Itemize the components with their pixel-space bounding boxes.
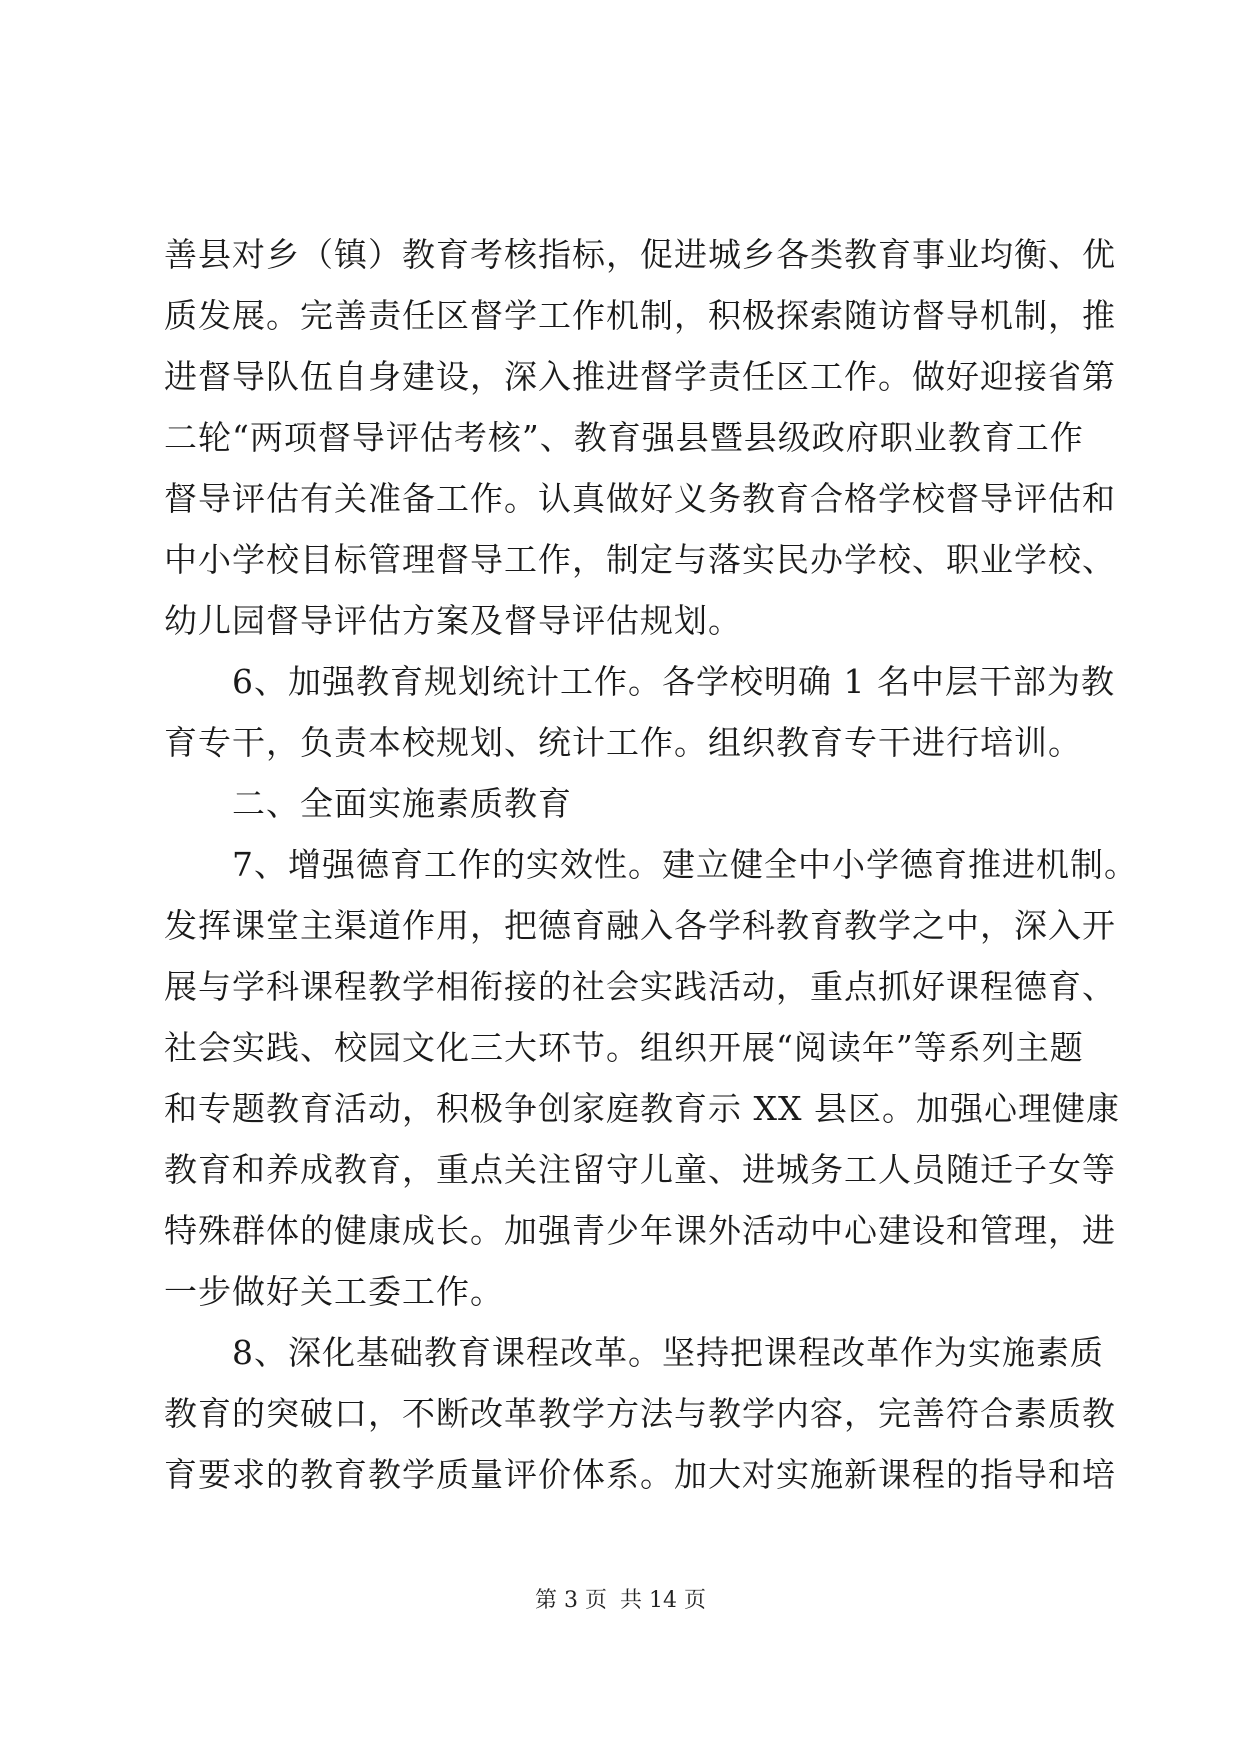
text-line: 督导评估有关准备工作。认真做好义务教育合格学校督导评估和 — [164, 479, 1116, 518]
text-line: 6、加强教育规划统计工作。各学校明确 1 名中层干部为教 — [164, 662, 1115, 701]
text-line: 展与学科课程教学相衔接的社会实践活动，重点抓好课程德育、 — [164, 967, 1116, 1006]
text-line: 7、增强德育工作的实效性。建立健全中小学德育推进机制。 — [164, 845, 1138, 884]
text-line: 教育和养成教育，重点关注留守儿童、进城务工人员随迁子女等 — [164, 1150, 1116, 1189]
text-line: 进督导队伍自身建设，深入推进督学责任区工作。做好迎接省第 — [164, 357, 1116, 396]
page-footer — [0, 1586, 1241, 1616]
text-line: 育专干，负责本校规划、统计工作。组织教育专干进行培训。 — [164, 723, 1082, 762]
text-line: 幼儿园督导评估方案及督导评估规划。 — [164, 601, 742, 640]
text-line: 善县对乡（镇）教育考核指标，促进城乡各类教育事业均衡、优 — [164, 235, 1116, 274]
text-line: 一步做好关工委工作。 — [164, 1272, 504, 1311]
text-line: 8、深化基础教育课程改革。坚持把课程改革作为实施素质 — [164, 1333, 1104, 1372]
text-line: 质发展。完善责任区督学工作机制，积极探索随访督导机制，推 — [164, 296, 1116, 335]
text-line: 教育的突破口，不断改革教学方法与教学内容，完善符合素质教 — [164, 1394, 1116, 1433]
text-line: 发挥课堂主渠道作用，把德育融入各学科教育教学之中，深入开 — [164, 906, 1116, 945]
text-line: 社会实践、校园文化三大环节。组织开展“阅读年”等系列主题 — [164, 1028, 1084, 1067]
text-line: 和专题教育活动，积极争创家庭教育示 XX 县区。加强心理健康 — [164, 1089, 1120, 1128]
text-line: 特殊群体的健康成长。加强青少年课外活动中心建设和管理，进 — [164, 1211, 1116, 1250]
text-line: 中小学校目标管理督导工作，制定与落实民办学校、职业学校、 — [164, 540, 1116, 579]
page-number: 第 3 页 — [535, 1588, 607, 1613]
document-body — [164, 224, 1138, 1505]
text-line: 育要求的教育教学质量评价体系。加大对实施新课程的指导和培 — [164, 1455, 1116, 1494]
text-line: 二轮“两项督导评估考核”、教育强县暨县级政府职业教育工作 — [164, 418, 1084, 457]
section-heading: 二、全面实施素质教育 — [164, 784, 572, 823]
page-total: 共 14 页 — [620, 1588, 706, 1613]
